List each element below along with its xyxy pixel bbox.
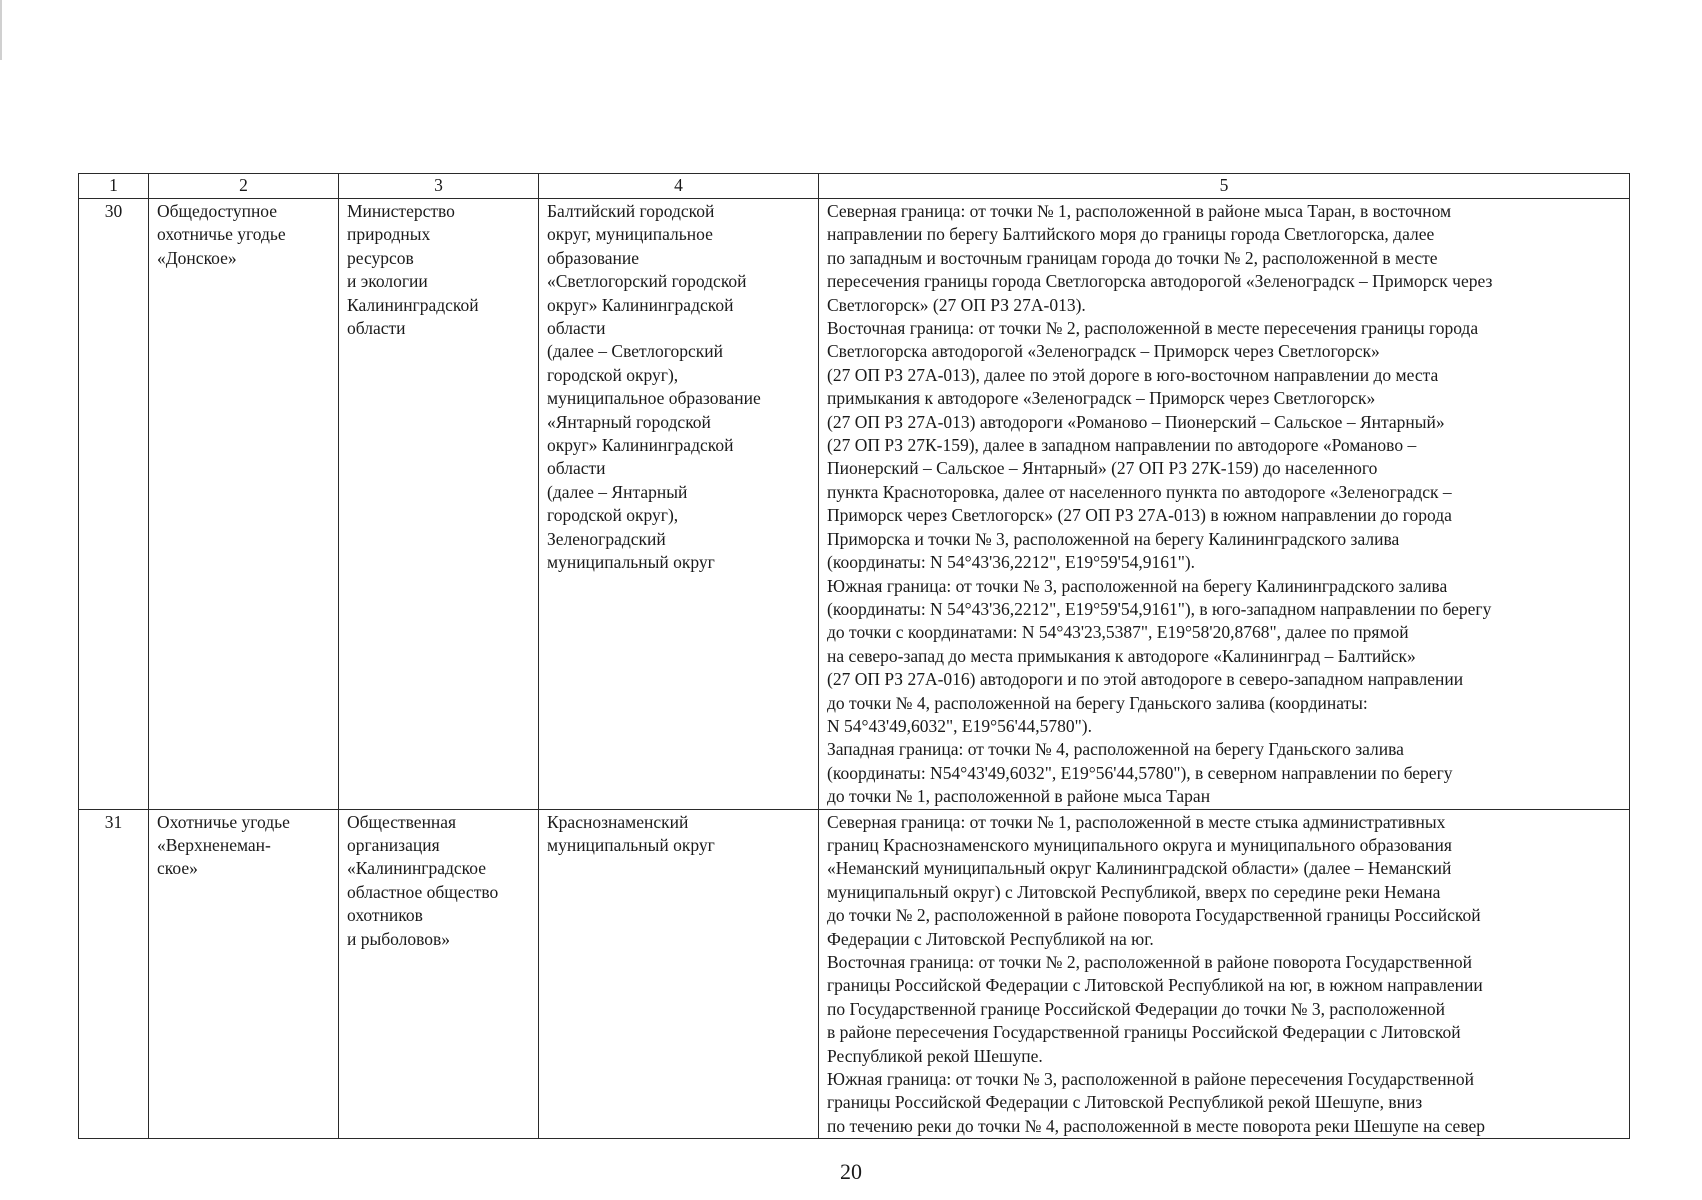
column-number: 1 [79, 174, 149, 199]
municipal-area-line: городской округ), [547, 364, 679, 385]
border-description-line: в районе пересечения Государственной границы Российской Федерации с Литовской [827, 1022, 1461, 1043]
border-description [819, 809, 1630, 1139]
user-organization [339, 199, 539, 810]
border-description-line: Федерации с Литовской Республикой на юг. [827, 928, 1154, 949]
border-description-line: до точки с координатами: N 54°43'23,5387", E19°58'20,8768", далее по прямой [827, 622, 1409, 643]
border-description-line: Приморска и точки № 3, расположенной на берегу Калининградского залива [827, 528, 1400, 549]
border-description-line: Республикой рекой Шешупе. [827, 1045, 1043, 1066]
user-organization-line: областное общество [347, 881, 499, 902]
hunting-grounds-table [78, 173, 1630, 1139]
user-organization-line: природных [347, 224, 431, 245]
municipal-area [539, 809, 819, 1139]
border-description-line: (координаты: N54°43'49,6032", E19°56'44,5780"), в северном направлении по берегу [827, 762, 1453, 783]
user-organization-line: Министерство [347, 201, 455, 221]
border-description-line: Светлогорск» (27 ОП РЗ 27А-013). [827, 294, 1086, 315]
municipal-area-line: (далее – Светлогорский [547, 341, 723, 362]
table-body [79, 174, 1630, 1139]
user-organization-line: Калининградской [347, 294, 479, 315]
municipal-area-line: округ» Калининградской [547, 435, 734, 456]
border-description-line: примыкания к автодороге «Зеленоградск – Приморск через Светлогорск» [827, 388, 1376, 409]
border-description-line: на северо-запад до места примыкания к автодороге «Калининград – Балтийск» [827, 645, 1416, 666]
municipal-area-line: (далее – Янтарный [547, 481, 688, 502]
table-row [79, 199, 1630, 810]
border-description-line: границ Краснознаменского муниципального округа и муниципального образования [827, 834, 1452, 855]
border-description-line: (27 ОП РЗ 27А-013) автодороги «Романово – Пионерский – Сальское – Янтарный» [827, 411, 1445, 432]
user-organization-line: и экологии [347, 271, 428, 292]
user-organization-line: и рыболовов» [347, 928, 451, 949]
border-description-line: границы Российской Федерации с Литовской Республикой рекой Шешупе, вниз [827, 1092, 1423, 1113]
municipal-area [539, 199, 819, 810]
border-description-line: Северная граница: от точки № 1, расположенной в месте стыка административных [827, 811, 1446, 832]
border-description-line: (27 ОП РЗ 27А-013), далее по этой дороге в юго-восточном направлении до места [827, 364, 1439, 385]
border-description-line: Южная граница: от точки № 3, расположенной в районе пересечения Государственной [827, 1069, 1475, 1090]
row-number: 31 [79, 809, 149, 1139]
border-description-line: Северная граница: от точки № 1, расположенной в районе мыса Таран, в восточном [827, 201, 1452, 221]
hunting-ground-name-line: Общедоступное [157, 201, 278, 221]
border-description-line: (координаты: N 54°43'36,2212", E19°59'54,9161"), в юго-западном направлении по берегу [827, 598, 1492, 619]
border-description-line: пересечения границы города Светлогорска автодорогой «Зеленоградск – Приморск через [827, 271, 1493, 292]
municipal-area-line: образование [547, 247, 640, 268]
border-description [819, 199, 1630, 810]
municipal-area-line: городской округ), [547, 505, 679, 526]
border-description-line: «Неманский муниципальный округ Калининградской области» (далее – Неманский [827, 858, 1452, 879]
border-description-line: N 54°43'49,6032", E19°56'44,5780"). [827, 715, 1092, 736]
border-description-line: Восточная граница: от точки № 2, расположенной в месте пересечения границы города [827, 318, 1479, 339]
hunting-ground-name-line: охотничье угодье [157, 224, 286, 245]
border-description-line: Приморск через Светлогорск» (27 ОП РЗ 27А-013) в южном направлении до города [827, 505, 1452, 526]
border-description-line: до точки № 4, расположенной на берегу Гданьского залива (координаты: [827, 692, 1368, 713]
hunting-ground-name [149, 199, 339, 810]
column-number-row [79, 174, 1630, 199]
border-description-line: (27 ОП РЗ 27К-159), далее в западном направлении по автодороге «Романово – [827, 435, 1417, 456]
municipal-area-line: «Светлогорский городской [547, 271, 747, 292]
border-description-line: пункта Красноторовка, далее от населенного пункта по автодороге «Зеленоградск – [827, 481, 1452, 502]
border-description-line: по Государственной границе Российской Федерации до точки № 3, расположенной [827, 998, 1446, 1019]
user-organization-line: Общественная [347, 811, 457, 832]
border-description-line: Светлогорска автодорогой «Зеленоградск – Приморск через Светлогорск» [827, 341, 1380, 362]
scan-edge [0, 0, 2, 60]
municipal-area-line: области [547, 458, 606, 479]
municipal-area-line: округ, муниципальное [547, 224, 713, 245]
user-organization-line: «Калининградское [347, 858, 487, 879]
table-row [79, 809, 1630, 1139]
border-description-line: до точки № 1, расположенной в районе мыса Таран [827, 786, 1211, 807]
hunting-ground-name-line: ское» [157, 858, 198, 879]
municipal-area-line: Балтийский городской [547, 201, 715, 221]
municipal-area-line: муниципальный округ [547, 552, 715, 573]
user-organization-line: охотников [347, 905, 423, 926]
municipal-area-line: «Янтарный городской [547, 411, 711, 432]
municipal-area-line: Краснознаменский [547, 811, 689, 832]
border-description-line: до точки № 2, расположенной в районе поворота Государственной границы Российской [827, 905, 1481, 926]
hunting-ground-name-line: «Донское» [157, 247, 237, 268]
column-number: 3 [339, 174, 539, 199]
hunting-ground-name-line: Охотничье угодье [157, 811, 290, 832]
border-description-line: Западная граница: от точки № 4, расположенной на берегу Гданьского залива [827, 739, 1404, 760]
row-number: 30 [79, 199, 149, 810]
column-number: 2 [149, 174, 339, 199]
municipal-area-line: муниципальный округ [547, 834, 715, 855]
user-organization-line: организация [347, 834, 440, 855]
border-description-line: (координаты: N 54°43'36,2212", E19°59'54,9161"). [827, 552, 1196, 573]
municipal-area-line: области [547, 318, 606, 339]
user-organization-line: области [347, 318, 406, 339]
hunting-ground-name [149, 809, 339, 1139]
border-description-line: Пионерский – Сальское – Янтарный» (27 ОП РЗ 27К-159) до населенного [827, 458, 1378, 479]
user-organization-line: ресурсов [347, 247, 414, 268]
border-description-line: Южная граница: от точки № 3, расположенной на берегу Калининградского залива [827, 575, 1448, 596]
column-number: 4 [539, 174, 819, 199]
border-description-line: Восточная граница: от точки № 2, расположенной в районе поворота Государственной [827, 952, 1473, 972]
hunting-ground-name-line: «Верхненеман- [157, 834, 271, 855]
border-description-line: по западным и восточным границам города до точки № 2, расположенной в месте [827, 247, 1438, 268]
user-organization [339, 809, 539, 1139]
border-description-line: границы Российской Федерации с Литовской Республикой на юг, в южном направлении [827, 975, 1483, 996]
municipal-area-line: Зеленоградский [547, 528, 666, 549]
column-number: 5 [819, 174, 1630, 199]
border-description-line: (27 ОП РЗ 27А-016) автодороги и по этой автодороге в северо-западном направлении [827, 669, 1464, 690]
border-description-line: направлении по берегу Балтийского моря до границы города Светлогорска, далее [827, 224, 1435, 245]
municipal-area-line: муниципальное образование [547, 388, 761, 409]
municipal-area-line: округ» Калининградской [547, 294, 734, 315]
border-description-line: по течению реки до точки № 4, расположенной в месте поворота реки Шешупе на север [827, 1115, 1486, 1136]
border-description-line: муниципальный округ) с Литовской Республикой, вверх по середине реки Немана [827, 881, 1441, 902]
page-number: 20 [840, 1159, 862, 1184]
